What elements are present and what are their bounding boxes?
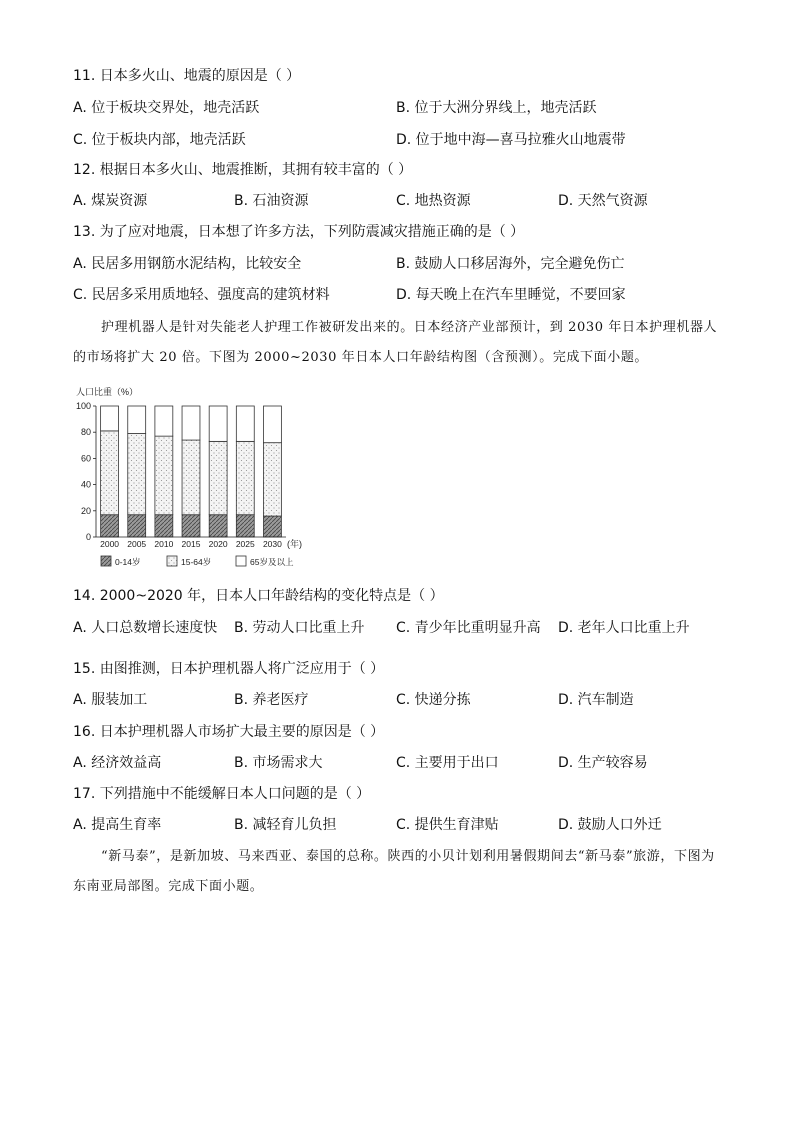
question-15-stem: 15. 由图推测，日本护理机器人将广泛应用于（ ） <box>73 661 385 677</box>
q11-option-c[interactable]: C. 位于板块内部，地壳活跃 <box>73 132 246 148</box>
x-axis-unit-label: (年) <box>287 539 302 549</box>
bar-segment-65-plus <box>263 406 281 443</box>
question-11-stem: 11. 日本多火山、地震的原因是（ ） <box>73 68 301 84</box>
bar-segment-15-64 <box>128 434 146 515</box>
bar-segment-15-64 <box>155 436 173 515</box>
bar-segment-0-14 <box>236 515 254 537</box>
y-tick-label: 100 <box>75 401 91 411</box>
q15-option-b[interactable]: B. 养老医疗 <box>234 692 309 708</box>
bar-segment-0-14 <box>263 516 281 537</box>
q12-option-c[interactable]: C. 地热资源 <box>396 193 471 209</box>
bars <box>101 406 282 537</box>
q16-option-d[interactable]: D. 生产较容易 <box>558 755 648 771</box>
legend-label-65-plus: 65岁及以上 <box>250 557 294 567</box>
y-tick-label: 40 <box>80 479 91 490</box>
q13-option-b[interactable]: B. 鼓励人口移居海外，完全避免伤亡 <box>396 256 625 272</box>
legend-label-15-64: 15-64岁 <box>181 557 212 567</box>
population-age-structure-chart <box>68 382 318 572</box>
q14-option-d[interactable]: D. 老年人口比重上升 <box>558 620 690 636</box>
q15-option-d[interactable]: D. 汽车制造 <box>558 692 634 708</box>
question-17-stem: 17. 下列措施中不能缓解日本人口问题的是（ ） <box>73 786 371 802</box>
y-tick-label: 0 <box>85 532 91 542</box>
bar-segment-0-14 <box>101 515 119 537</box>
q13-option-a[interactable]: A. 民居多用钢筋水泥结构，比较安全 <box>73 256 302 272</box>
q12-option-d[interactable]: D. 天然气资源 <box>558 193 648 209</box>
q14-option-b[interactable]: B. 劳动人口比重上升 <box>234 620 365 636</box>
bar-segment-15-64 <box>236 441 254 514</box>
q12-option-b[interactable]: B. 石油资源 <box>234 193 309 209</box>
bar-segment-65-plus <box>236 406 254 441</box>
robot-passage: 护理机器人是针对失能老人护理工作被研发出来的。日本经济产业部预计，到 2030 年日本护理机器人的市场将扩大 20 倍。下图为 2000~2030 年日本人口年龄结构图（含预测）。完成下面小题。 <box>73 320 718 365</box>
y-tick-label: 80 <box>80 427 91 438</box>
y-axis <box>76 401 96 542</box>
legend-swatch-0-14 <box>101 556 111 566</box>
q12-option-a[interactable]: A. 煤炭资源 <box>73 193 148 209</box>
y-axis-label: 人口比重（%） <box>76 387 139 397</box>
x-tick-label: 2000 <box>100 539 120 549</box>
question-16-stem: 16. 日本护理机器人市场扩大最主要的原因是（ ） <box>73 724 385 740</box>
bar-segment-65-plus <box>155 406 173 436</box>
q11-option-d[interactable]: D. 位于地中海—喜马拉雅火山地震带 <box>396 132 626 148</box>
bar-segment-15-64 <box>182 440 200 515</box>
legend-swatch-65-plus <box>236 556 246 566</box>
q15-option-c[interactable]: C. 快递分拣 <box>396 692 471 708</box>
question-13-stem: 13. 为了应对地震，日本想了许多方法，下列防震减灾措施正确的是（ ） <box>73 224 525 240</box>
bar-segment-65-plus <box>182 406 200 440</box>
q13-option-c[interactable]: C. 民居多采用质地轻、强度高的建筑材料 <box>73 287 330 303</box>
x-tick-label: 2020 <box>208 539 228 549</box>
bar-segment-0-14 <box>209 515 227 537</box>
q15-option-a[interactable]: A. 服装加工 <box>73 692 148 708</box>
q16-option-c[interactable]: C. 主要用于出口 <box>396 755 499 771</box>
y-tick-label: 60 <box>80 453 91 464</box>
bar-segment-0-14 <box>182 515 200 537</box>
x-tick-label: 2025 <box>235 539 255 549</box>
xinmatai-passage: “新马泰”，是新加坡、马来西亚、泰国的总称。陕西的小贝计划利用暑假期间去“新马泰”旅游，下图为东南亚局部图。完成下面小题。 <box>73 849 715 894</box>
bar-segment-65-plus <box>128 406 146 434</box>
x-tick-label: 2010 <box>154 539 174 549</box>
bar-segment-15-64 <box>263 443 281 516</box>
question-12-stem: 12. 根据日本多火山、地震推断，其拥有较丰富的（ ） <box>73 162 413 178</box>
q14-option-c[interactable]: C. 青少年比重明显升高 <box>396 620 541 636</box>
q17-option-d[interactable]: D. 鼓励人口外迁 <box>558 817 662 833</box>
x-tick-label: 2005 <box>127 539 147 549</box>
q13-option-d[interactable]: D. 每天晚上在汽车里睡觉，不要回家 <box>396 287 626 303</box>
q16-option-a[interactable]: A. 经济效益高 <box>73 755 162 771</box>
q17-option-a[interactable]: A. 提高生育率 <box>73 817 162 833</box>
bar-segment-0-14 <box>128 515 146 537</box>
bar-segment-65-plus <box>101 406 119 431</box>
q11-option-a[interactable]: A. 位于板块交界处，地壳活跃 <box>73 100 260 116</box>
q17-option-b[interactable]: B. 减轻育儿负担 <box>234 817 337 833</box>
bar-segment-15-64 <box>101 431 119 515</box>
bar-segment-65-plus <box>209 406 227 441</box>
bar-segment-15-64 <box>209 441 227 514</box>
x-tick-label: 2030 <box>262 539 282 549</box>
q17-option-c[interactable]: C. 提供生育津贴 <box>396 817 499 833</box>
legend-label-0-14: 0-14岁 <box>115 557 141 567</box>
legend <box>101 556 294 567</box>
legend-swatch-15-64 <box>167 556 177 566</box>
bar-segment-0-14 <box>155 515 173 537</box>
question-14-stem: 14. 2000~2020 年，日本人口年龄结构的变化特点是（ ） <box>73 588 444 604</box>
y-tick-label: 20 <box>80 505 91 516</box>
x-tick-label: 2015 <box>181 539 201 549</box>
q11-option-b[interactable]: B. 位于大洲分界线上，地壳活跃 <box>396 100 597 116</box>
q14-option-a[interactable]: A. 人口总数增长速度快 <box>73 620 218 636</box>
q16-option-b[interactable]: B. 市场需求大 <box>234 755 323 771</box>
x-axis <box>96 537 286 549</box>
